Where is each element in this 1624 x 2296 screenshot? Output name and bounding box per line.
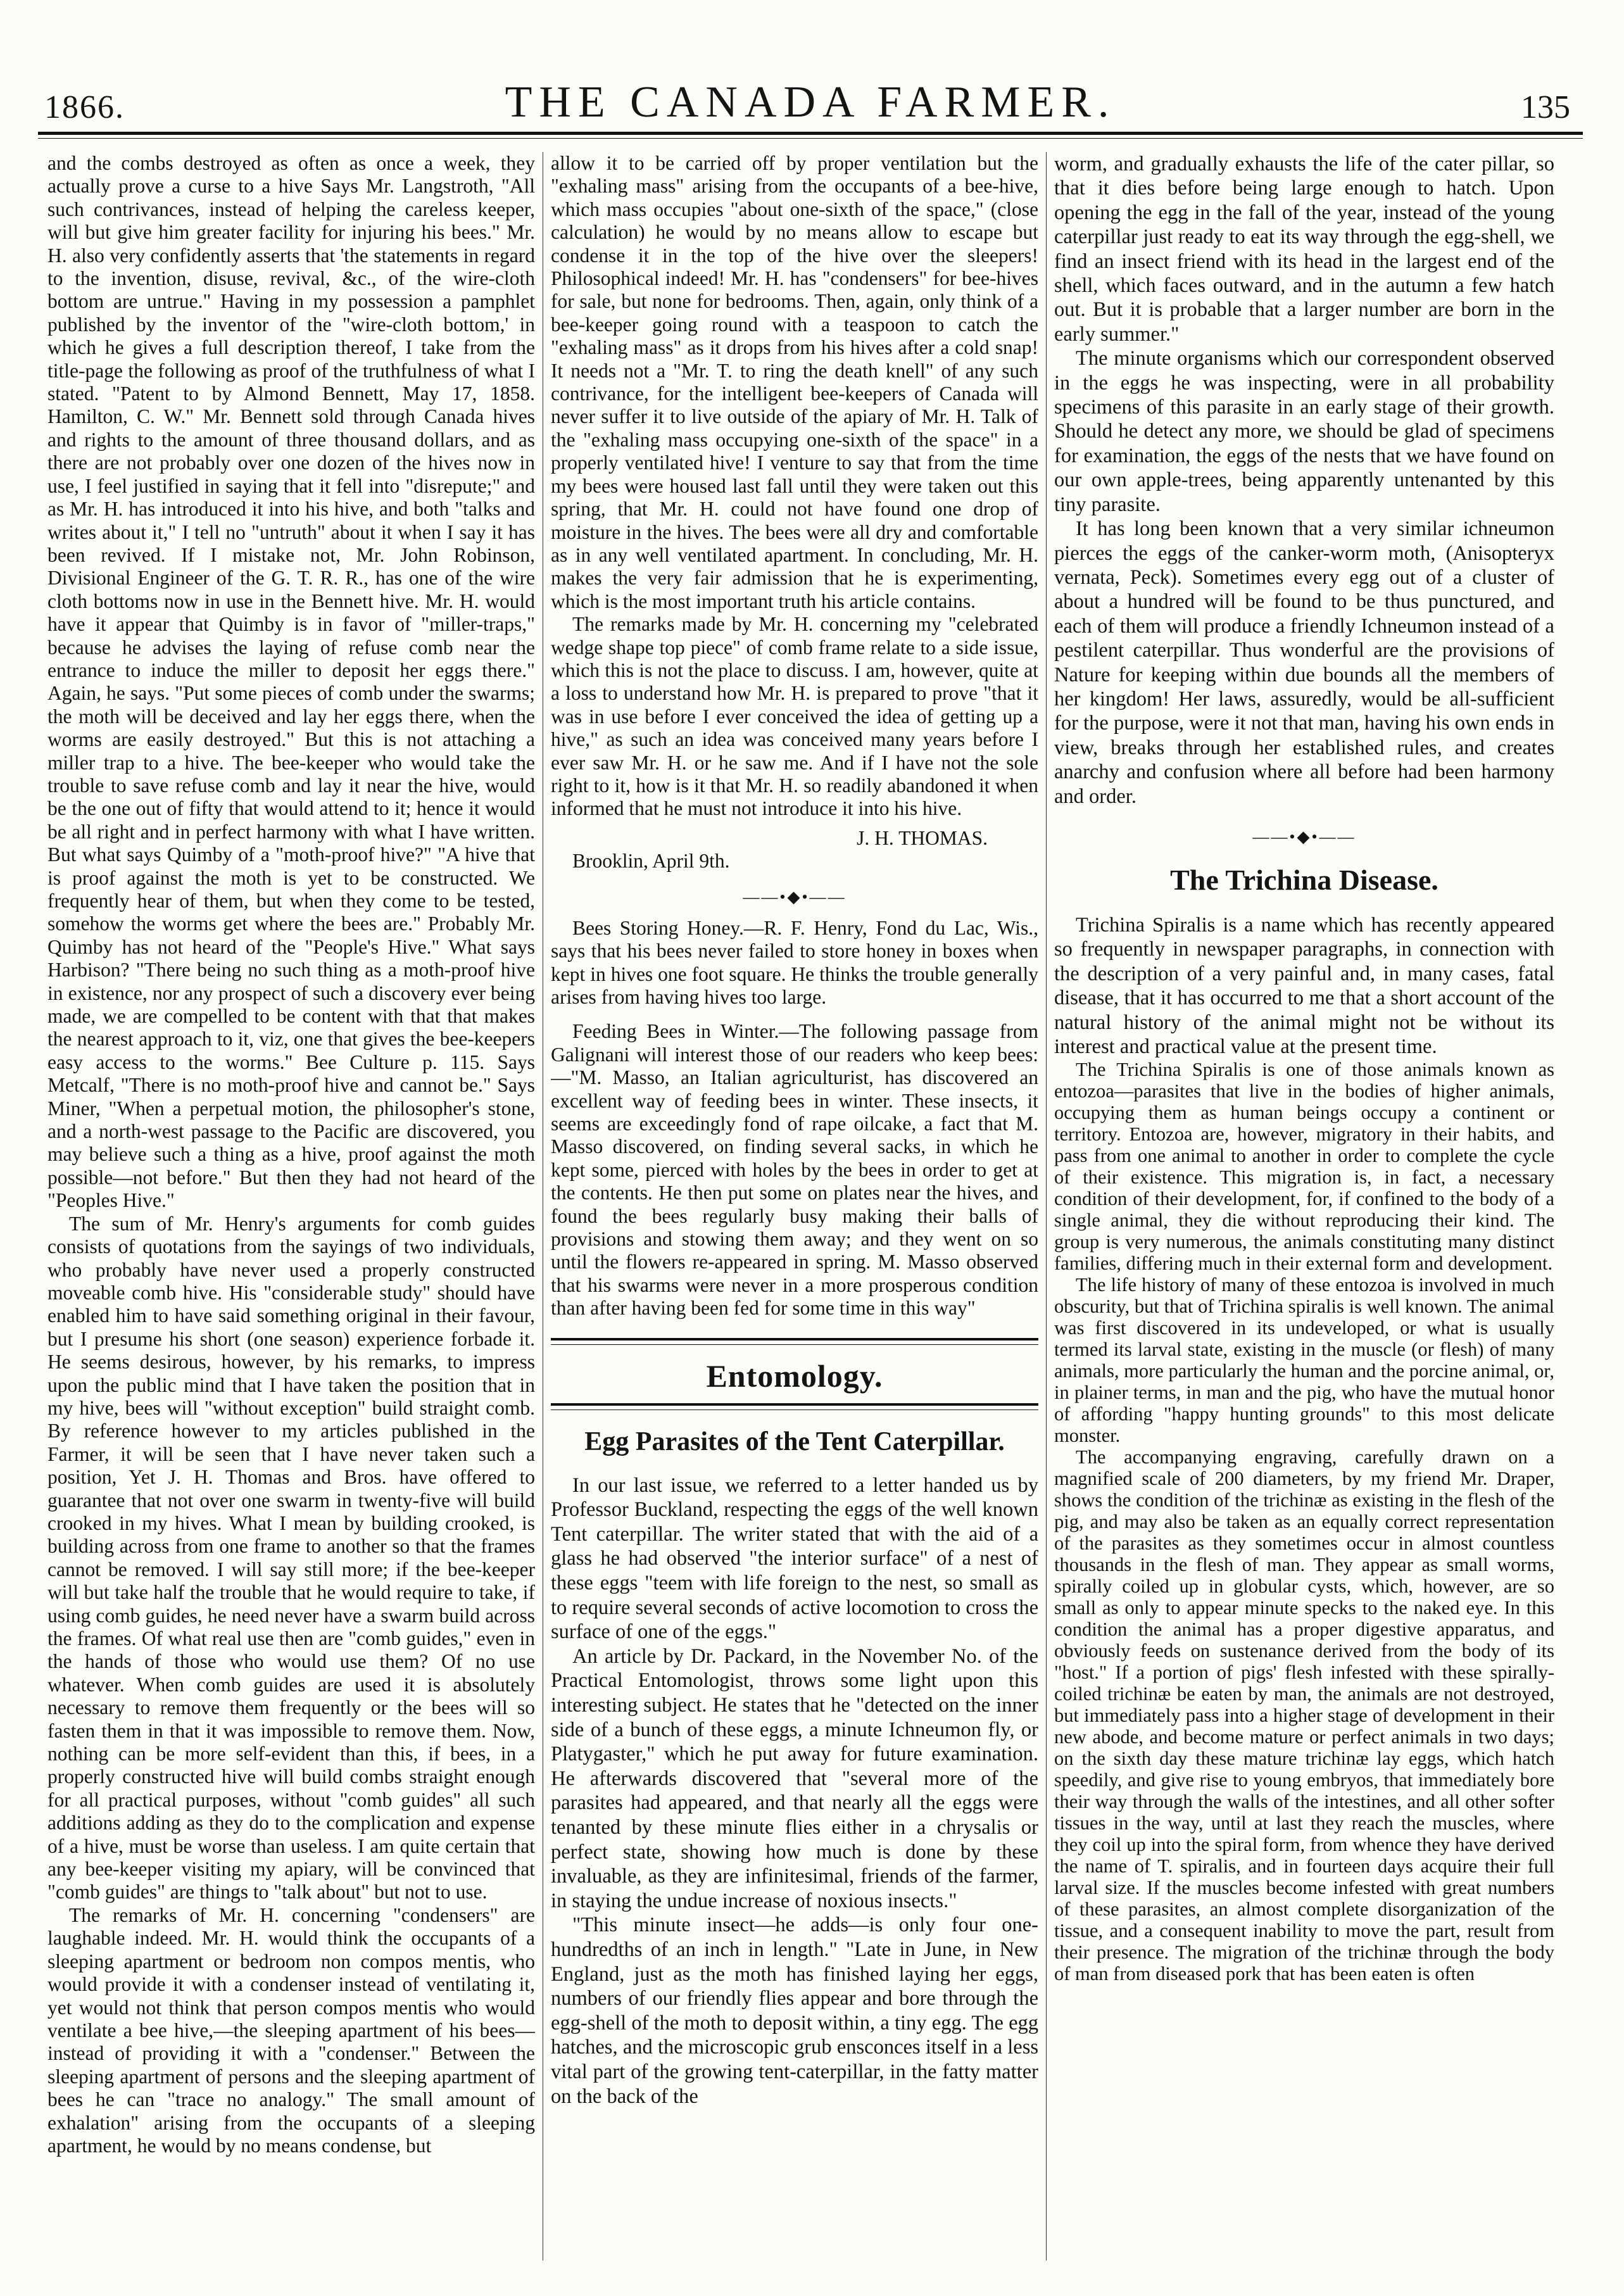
header-rule bbox=[38, 132, 1583, 135]
author-signature: J. H. THOMAS. bbox=[857, 826, 988, 849]
paragraph: Trichina Spiralis is a name which has recently appeared so frequently in newspaper paragraphs, in connection with the description of a very painful and, in many cases, fatal disease, that it has occurred to me that a short account of the natural history of the animal might not be without its interest and practical value at the present time. bbox=[1054, 913, 1554, 1058]
header-rule-thin bbox=[38, 138, 1583, 139]
column-divider bbox=[1046, 152, 1047, 2261]
dateline: Brooklin, April 9th. bbox=[572, 849, 730, 872]
paragraph: The remarks of Mr. H. concerning "condensers" are laughable indeed. Mr. H. would think the occupants of a sleeping apartment or bedroom non compos mentis, who would provide it with a condenser instead of ventilating it, yet would not think that person compos mentis who would ventilate a bee hive,—the sleeping apartment of his bees—instead of providing it with a "condenser." Between the sleeping apartment of persons and the sleeping apartment of bees he can "trace no analogy." The small amount of exhalation" arising from the occupants of a sleeping apartment, he would by no means condense, but bbox=[47, 1903, 535, 2157]
paragraph: It has long been known that a very similar ichneumon pierces the eggs of the canker-worm moth, (Anisopteryx vernata, Peck). Sometimes every egg out of a cluster of about a hundred will be found to be thus punctured, and each of them will produce a friendly Ichneumon instead of a pestilent caterpillar. Thus wonderful are the provisions of Nature for keeping within due bounds all the members of her kingdom! Her laws, assuredly, would be all-sufficient for the purpose, were it not that man, having his own ends in view, breaks through her established rules, and creates anarchy and confusion where all before had been harmony and order. bbox=[1054, 517, 1554, 808]
column-1 bbox=[47, 152, 535, 2261]
page-header bbox=[38, 44, 1583, 127]
section-ornament: ——•◆•—— bbox=[743, 887, 847, 906]
paragraph: The remarks made by Mr. H. concerning my "celebrated wedge shape top piece" of comb frame relate to a side issue, which this is not the place to discuss. I am, however, quite at a loss to understand how Mr. H. is prepared to prove "that it was in use before I ever conceived the idea of getting up a hive," as such an idea was conceived many years before I ever saw Mr. H. or he saw me. And if I have not the sole right to it, how is it that Mr. H. so readily abandoned it when informed that he must not introduce it into his hive. bbox=[551, 613, 1038, 820]
section-ornament: ——•◆•—— bbox=[1252, 827, 1356, 846]
paragraph: In our last issue, we referred to a letter handed us by Professor Buckland, respecting the eggs of the well known Tent caterpillar. The writer stated that with the aid of a glass he had observed "the interior surface" of a nest of these eggs "teem with life foreign to the nest, so small as to require several seconds of active locomotion to cross the surface of one of the eggs." bbox=[551, 1473, 1038, 1644]
masthead-title: THE CANADA FARMER. bbox=[505, 78, 1116, 127]
section-rule bbox=[551, 1403, 1038, 1410]
article-body bbox=[551, 1473, 1038, 2109]
section-rule bbox=[551, 1338, 1038, 1345]
paragraph: The life history of many of these entozoa is involved in much obscurity, but that of Trichina spiralis is well known. The animal was first discovered in its undeveloped, or what is usually termed its larval state, existing in the muscle (or flesh) of many animals, more particularly the human and the porcine animal, or, in plainer terms, in man and the pig, who have the mutual honor of affording "happy hunting grounds" to this most delicate monster. bbox=[1054, 1274, 1554, 1447]
column-3 bbox=[1054, 152, 1554, 2261]
issue-year: 1866. bbox=[44, 89, 125, 125]
paragraph: worm, and gradually exhausts the life of the cater pillar, so that it dies before being large enough to hatch. Upon opening the egg in the fall of the year, instead of the young caterpillar just ready to eat its way through the egg-shell, we find an insect friend with its head in the largest end of the shell, which faces outward, and in the autumn a few hatch out. But it is probable that a larger number are born in the early summer." bbox=[1054, 153, 1554, 346]
article-title: Egg Parasites of the Tent Caterpillar. bbox=[584, 1427, 1005, 1456]
paragraph: The accompanying engraving, carefully drawn on a magnified scale of 200 diameters, by my friend Mr. Draper, shows the condition of the trichinæ as existing in the flesh of the pig, and may also be taken as an equally correct representation of the parasites as they sometimes occur in almost countless thousands in the flesh of man. They appear as small worms, spirally coiled up in globular cysts, which, however, are so small as only to appear minute specks to the naked eye. In this condition the animal has a proper digestive apparatus, and obviously feeds on sustenance derived from the body of its "host." If a portion of pigs' flesh infested with these spirally-coiled trichinæ be eaten by man, the animals are not destroyed, but immediately pass into a higher stage of development in their new abode, and become mature or perfect animals in two days; on the sixth day these mature trichinæ lay eggs, which hatch speedily, and give rise to young embryos, that immediately bore their way through the walls of the intestines, and all other softer tissues in the way, until at last they reach the muscles, where they coil up into the spiral form, from whence they have derived the name of T. spiralis, and in fourteen days acquire their full larval size. If the muscles become infested with great numbers of these parasites, an almost complete disorganization of the tissue, and a consequent inability to move the part, result from their presence. The migration of the trichinæ through the body of man from diseased pork that has been eaten is often bbox=[1054, 1446, 1554, 1985]
paragraph: The minute organisms which our correspondent observed in the eggs he was inspecting, were in all probability specimens of this parasite in an early stage of their growth. Should he detect any more, we should be glad of specimens for examination, the eggs of the nests that we have found on our own apple-trees, being apparently untenanted by this tiny parasite. bbox=[1054, 347, 1554, 516]
paragraph: The Trichina Spiralis is one of those animals known as entozoa—parasites that live in the bodies of higher animals, occupying them as human beings occupy a continent or territory. Entozoa are, however, migratory in their habits, and pass from one animal to another in order to complete the cycle of their existence. This migration is, in fact, a necessary condition of their development, for, if confined to the body of a single animal, they die without reproducing their kind. The group is very numerous, the animals constituting many distinct families, differing much in their external form and development. bbox=[1054, 1059, 1554, 1275]
paragraph: allow it to be carried off by proper ventilation but the "exhaling mass" arising from the occupants of a bee-hive, which mass occupies "about one-sixth of the space," (close calculation) he would by no means allow to escape but condense it in the top of the hive over the sleepers! Philosophical indeed! Mr. H. has "condensers" for bee-hives for sale, but none for bedrooms. Then, again, only think of a bee-keeper going round with a teaspoon to catch the "exhaling mass" as it drops from his hives after a cold snap! It needs not a "Mr. T. to ring the death knell" of any such contrivance, for the intelligent bee-keepers of Canada will never suffer it to live outside of the apiary of Mr. H. Talk of the "exhaling mass occupying one-sixth of the space" in a properly ventilated hive! I venture to say that from the time my bees were housed last fall until they were taken out this spring, that Mr. H. could not have found one drop of moisture in the hives. The bees were all dry and comfortable as in any well ventilated apartment. In concluding, Mr. H. makes the very fair admission that he is experimenting, which is the most important truth his article contains. bbox=[551, 152, 1038, 612]
column-2 bbox=[551, 152, 1038, 2261]
news-item: Feeding Bees in Winter.—The following passage from Galignani will interest those of our readers who keep bees:—"M. Masso, an Italian agriculturist, has discovered an excellent way of feeding bees in winter. These insects, it seems are exceedingly fond of rape oilcake, a fact that M. Masso discovered, on finding several sacks, in which he kept some, pierced with holes by the bees in order to get at the contents. He then put some on plates near the hives, and found the bees regularly busy making their balls of provisions and stowing them away; and they went on so until the flowers re-appeared in spring. M. Masso observed that his swarms were never in a more prosperous condition than after having been fed for some time in this way" bbox=[551, 1020, 1038, 1320]
paragraph: An article by Dr. Packard, in the November No. of the Practical Entomologist, throws some light upon this interesting subject. He states that he "detected on the inner side of a bunch of these eggs, a minute Ichneumon fly, or Platygaster," which he put away for future examination. He afterwards discovered that "several more of the parasites had appeared, and that nearly all the eggs were tenanted by these minute flies either in a chrysalis or perfect state, showing how much is done by these invaluable, as they are infinitesimal, friends of the farmer, in staying the undue increase of noxious insects." bbox=[551, 1644, 1038, 1912]
section-title: Entomology. bbox=[706, 1358, 883, 1394]
paragraph: "This minute insect—he adds—is only four one-hundredths of an inch in length." "Late in June, in New England, just as the moth has finished laying her eggs, numbers of our friendly flies appear and bore through the egg-shell of the moth to deposit within, a tiny egg. The egg hatches, and the microscopic grub ensconces itself in a less vital part of the growing tent-caterpillar, in the fatty matter on the back of the bbox=[551, 1914, 1038, 2108]
news-item: Bees Storing Honey.—R. F. Henry, Fond du Lac, Wis., says that his bees never failed to store honey in boxes when kept in hives one foot square. He thinks the trouble generally arises from having hives too large. bbox=[551, 916, 1038, 1008]
paragraph: and the combs destroyed as often as once a week, they actually prove a curse to a hive Says Mr. Langstroth, "All such contrivances, instead of helping the careless keeper, will but give him greater facility for injuring his bees." Mr. H. also very confidently asserts that 'the statements in regard to the invention, disuse, revival, &c., of the wire-cloth bottom are untrue." Having in my possession a pamphlet published by the inventor of the "wire-cloth bottom,' in which he gives a full description thereof, I take from the title-page the following as proof of the truthfulness of what I stated. "Patent to by Almond Bennett, May 17, 1858. Hamilton, C. W." Mr. Bennett sold through Canada hives and rights to the amount of three thousand dollars, and as there are not probably over one dozen of the hives now in use, I feel justified in saying that it fell into "disrepute;" and as Mr. H. has introduced it into his hive, and both "talks and writes about it," I tell no "untruth" about it when I say it has been revived. If I mistake not, Mr. John Robinson, Divisional Engineer of the G. T. R. R., has one of the wire cloth bottoms now in use in the Bennett hive. Mr. H. would have it appear that Quimby is in favor of "miller-traps," because he advises the laying of refuse comb near the entrance to induce the miller to deposit her eggs there." Again, he says. "Put some pieces of comb under the swarms; the moth will be deceived and lay her eggs there, when the worms are easily destroyed." But this is not attaching a miller trap to a hive. The bee-keeper who would take the trouble to save refuse comb and lay it near the hive, would be the one out of fifty that would attend to it; hence it would be all right and in perfect harmony with what I have written. But what says Quimby of a "moth-proof hive?" "A hive that is proof against the moth is yet to be constructed. We frequently hear of them, but when they come to be tested, somehow the worms get where the bees are." Probably Mr. Quimby has not heard of the "People's Hive." What says Harbison? "There being no such thing as a moth-proof hive in existence, nor any prospect of such a discovery ever being made, we are compelled to be content with that that makes the nearest approach to it, viz, one that gives the bee-keepers easy access to the worms." Bee Culture p. 115. Says Metcalf, "There is no moth-proof hive and cannot be." Says Miner, "When a perpetual motion, the philosopher's stone, and a north-west passage to the Pacific are discovered, you may believe such a thing as a hive, proof against the moth possible—not before." But then they had not heard of the "Peoples Hive." bbox=[47, 152, 535, 1212]
article-title: The Trichina Disease. bbox=[1170, 863, 1438, 896]
page-number: 135 bbox=[1521, 89, 1570, 125]
paragraph: The sum of Mr. Henry's arguments for comb guides consists of quotations from the sayings of two individuals, who probably have never used a properly constructed moveable comb hive. His "considerable study" should have enabled him to have said something original in their favour, but I presume his short (one season) experience forbade it. He seems desirous, however, by his remarks, to impress upon the public mind that I have taken the position that in my hive, bees will "without exception" build straight comb. By reference however to my articles published in the Farmer, it will be seen that I have never taken such a position, Yet J. H. Thomas and Bros. have offered to guarantee that not over one swarm in twenty-five will build crooked in my hives. What I mean by building crooked, is building across from one frame to another so that the frames cannot be removed. I will say still more; if the bee-keeper will but take half the trouble that he would require to take, if using comb guides, he need never have a swarm build across the frames. Of what real use then are "comb guides," even in the hands of those who would use them? Of no use whatever. When comb guides are used it is absolutely necessary to remove them frequently or the bees will so fasten them in that it was impossible to remove them. Now, nothing can be more self-evident than this, if bees, in a properly constructed hive will build combs straight enough for all practical purposes, without "comb guides" all such additions adding as they do to the complication and expense of a hive, must be worse than useless. I am quite certain that any bee-keeper visiting my apiary, will be convinced that "comb guides" are things to "talk about" but not to use. bbox=[47, 1212, 535, 1903]
